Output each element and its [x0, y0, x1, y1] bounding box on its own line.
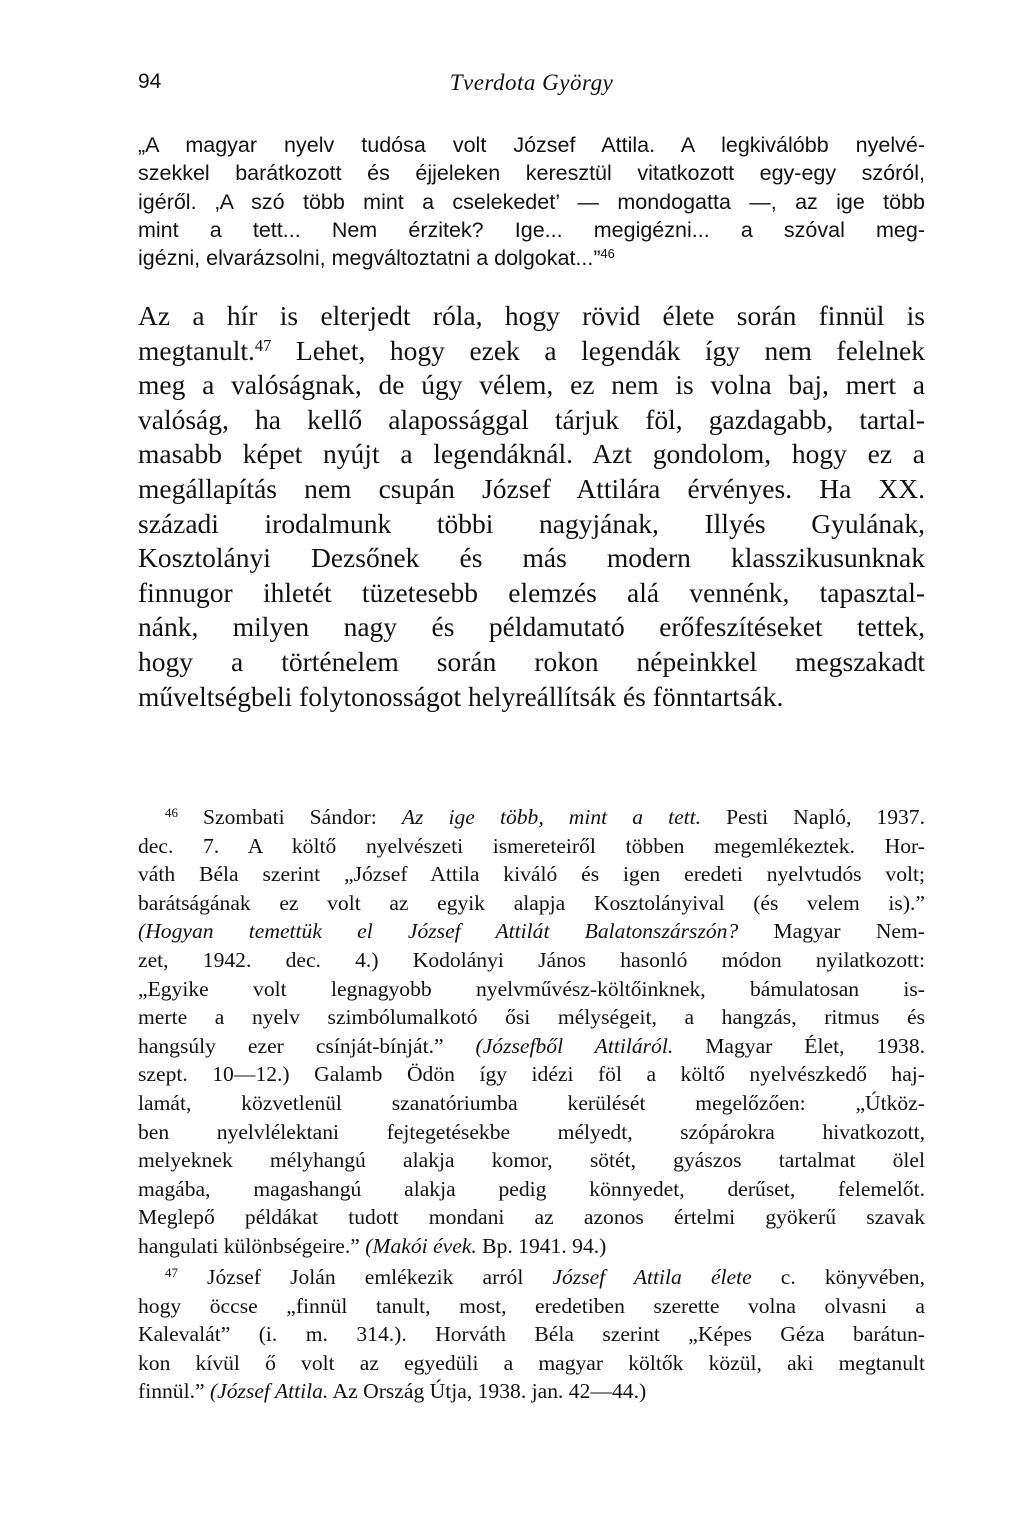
footnote-line: kon kívül ő volt az egyedüli a magyar költők közül, aki megtanult: [138, 1350, 925, 1375]
block-quote: [138, 131, 925, 272]
body-line: Kosztolányi Dezsőnek és más modern klasszikusunknak: [138, 542, 925, 574]
footnote-line: finnül.” (József Attila. Az Ország Útja, 1938. jan. 42—44.): [138, 1379, 647, 1404]
page-number: 94: [138, 70, 162, 93]
footnote-line: szept. 10—12.) Galamb Ödön így idézi föl a költő nyelvészkedő haj-: [138, 1062, 925, 1087]
footnote-line: „Egyike volt legnagyobb nyelvművész-költőinknek, bámulatosan is-: [138, 976, 925, 1001]
footnote-line: Meglepő példákat tudott mondani az azonos értelmi gyökerű szavak: [138, 1205, 925, 1230]
quote-line: igéről. ‚A szó több mint a cselekedet’ — mondogatta —, az ige több: [138, 189, 925, 214]
body-line: megállapítás nem csupán József Attilára érvényes. Ha XX.: [138, 472, 925, 504]
body-line: finnugor ihletét tüzetesebb elemzés alá vennénk, tapasztal-: [138, 576, 925, 608]
body-line: századi irodalmunk többi nagyjának, Illyés Gyulának,: [138, 507, 925, 539]
running-title: Tverdota György: [449, 70, 614, 95]
body-line: megtanult.$^{47}$ Lehet, hogy ezek a legendák így nem felelnek: [138, 334, 925, 366]
footnote-line: $^{46}$ Szombati Sándor: Az ige több, mint a tett. Pesti Napló, 1937.: [165, 804, 925, 829]
footnote-line: magába, magashangú alakja pedig könnyedet, derűset, felemelőt.: [138, 1176, 925, 1201]
body-paragraph: [138, 299, 925, 714]
footnote-line: barátságának ez volt az egyik alapja Kosztolányival (és velem is).”: [138, 890, 925, 915]
footnote-47: [138, 1263, 925, 1406]
footnote-line: merte a nyelv szimbólumalkotó ősi mélységeit, a hangzás, ritmus és: [138, 1005, 925, 1030]
footnote-line: $^{47}$ József Jolán emlékezik arról József Attila élete c. könyvében,: [165, 1264, 925, 1289]
body-line: műveltségbeli folytonosságot helyreállítsák és fönntartsák.: [138, 680, 784, 712]
body-line: valóság, ha kellő alapossággal tárjuk föl, gazdagabb, tartal-: [138, 403, 925, 435]
body-line: masabb képet nyújt a legendáknál. Azt gondolom, hogy ez a: [138, 438, 925, 470]
footnote-line: melyeknek mélyhangú alakja komor, sötét, gyászos tartalmat ölel: [138, 1148, 925, 1173]
body-line: Az a hír is elterjedt róla, hogy rövid élete során finnül is: [138, 300, 925, 331]
footnote-line: váth Béla szerint „József Attila kiváló és igen eredeti nyelvtudós volt;: [138, 862, 925, 887]
running-head: [138, 70, 925, 98]
body-line: hogy a történelem során rokon népeinkkel megszakadt: [138, 645, 925, 677]
footnote-line: hangsúly ezer csínját-bínját.” (Józsefből Attiláról. Magyar Élet, 1938.: [138, 1033, 926, 1058]
footnote-line: (Hogyan temettük el József Attilát Balatonszárszón? Magyar Nem-: [138, 919, 925, 944]
quote-line: „A magyar nyelv tudósa volt József Attila. A legkiválóbb nyelvé-: [138, 133, 925, 157]
footnote-line: zet, 1942. dec. 4.) Kodolányi János hasonló módon nyilatkozott:: [138, 947, 925, 972]
footnote-line: ben nyelvlélektani fejtegetésekbe mélyedt, szópárokra hivatkozott,: [138, 1119, 925, 1144]
footnote-ref-47: 47: [254, 335, 272, 355]
footnote-number: 46: [165, 804, 178, 820]
quote-line: szekkel barátkozott és éjjeleken keresztül vitatkozott egy-egy szóról,: [138, 161, 925, 186]
quote-line: mint a tett... Nem érzitek? Ige... megigézni... a szóval meg-: [138, 217, 925, 242]
footnote-line: lamát, közvetlenül szanatóriumba kerülését megelőzően: „Útköz-: [138, 1090, 925, 1115]
footnote-number: 47: [165, 1264, 178, 1280]
footnote-line: hogy öccse „finnül tanult, most, eredetiben szerette volna olvasni a: [138, 1293, 925, 1318]
body-line: nánk, milyen nagy és példamutató erőfeszítéseket tettek,: [138, 611, 925, 643]
footnote-line: hangulati különbségeire.” (Makói évek. Bp. 1941. 94.): [138, 1233, 607, 1258]
footnote-ref-46: 46: [600, 246, 615, 262]
quote-line: igézni, elvarázsolni, megváltoztatni a dolgokat...”$^{46}$: [138, 246, 615, 271]
body-line: meg a valóságnak, de úgy vélem, ez nem is volna baj, mert a: [138, 369, 925, 401]
footnote-line: Kalevalát” (i. m. 314.). Horváth Béla szerint „Képes Géza barátun-: [138, 1322, 925, 1347]
footnote-46: [138, 803, 925, 1261]
footnote-line: dec. 7. A költő nyelvészeti ismereteiről többen megemlékeztek. Hor-: [138, 833, 925, 858]
